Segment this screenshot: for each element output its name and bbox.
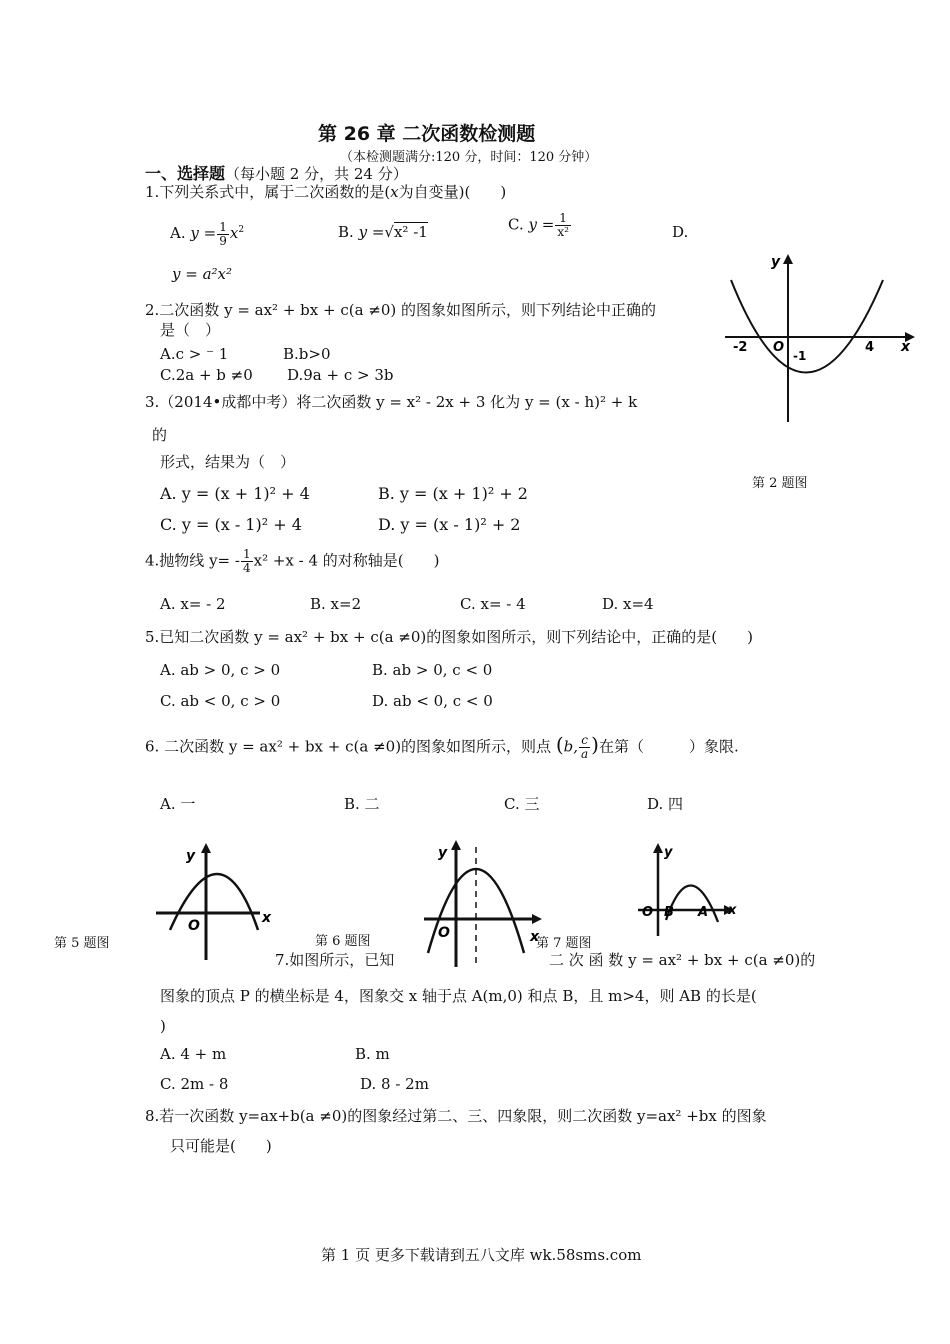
q7-stem-a: 7.如图所示，已知 [275, 951, 395, 969]
q1-b-label: B. [338, 223, 354, 241]
q5-option-c: C. ab < 0, c > 0 [160, 692, 281, 710]
q6-y-label: y [438, 845, 448, 861]
q2-minus2-label: -2 [733, 340, 748, 355]
q2-option-c: C.2a + b ≠0 [160, 366, 253, 384]
q4-stem-a: 4.抛物线 y= - [145, 551, 240, 570]
q7-figure [636, 838, 746, 938]
q7-option-b: B. m [355, 1045, 390, 1063]
q7-origin-label: O [642, 905, 654, 920]
q6-origin-label: O [438, 925, 450, 941]
q7-b-label: B [664, 905, 674, 920]
section-title: 一、选择题 [145, 164, 226, 183]
q3-option-c: C. y = (x - 1)² + 4 [160, 515, 302, 534]
q7-option-a: A. 4 + m [160, 1045, 227, 1063]
q6-option-c: C. 三 [504, 795, 540, 813]
q1-option-c: C. y = $\frac{1}{\text{x²}}$ [508, 211, 569, 239]
q6-frac: $\frac{c}{a}$ [581, 733, 589, 761]
q8-stem2: 只可能是( ) [170, 1137, 272, 1155]
q2-y-arrow [783, 254, 793, 264]
q2-parabola [731, 280, 883, 373]
q4-stem-b: x² +x - 4 的对称轴是( ) [253, 551, 440, 570]
q1-c-label: C. [508, 215, 524, 234]
q4-option-b: B. x=2 [310, 595, 362, 613]
q6-option-d: D. 四 [647, 795, 684, 813]
q3-stem3: 形式，结果为（ ） [160, 453, 296, 471]
q4-option-d: D. x=4 [602, 595, 654, 613]
q5-option-d: D. ab < 0, c < 0 [372, 692, 493, 710]
q1-c-frac: $\frac{1}{\text{x²}}$ [557, 211, 569, 239]
q6-point-b: b, [563, 737, 579, 756]
q3-stem2: 的 [152, 426, 168, 444]
q1-option-d: y = a²x² [172, 265, 233, 283]
q5-option-a: A. ab > 0, c > 0 [160, 661, 281, 679]
q3-option-b: B. y = (x + 1)² + 2 [378, 484, 528, 503]
q3-stem: 3.（2014•成都中考）将二次函数 y = x² - 2x + 3 化为 y = (x - h)² + k [145, 393, 638, 411]
q1-stem-text: 1.下列关系式中，属于二次函数的是( [145, 183, 391, 201]
q2-four-label: 4 [865, 340, 875, 355]
q5-x-label: x [262, 910, 272, 926]
q2-x-label: x [901, 339, 911, 355]
q1-a-frac: $\frac{1}{9}$ [219, 219, 227, 248]
q6-y-arrow [451, 840, 461, 850]
q2-stem2: 是（ ） [160, 321, 221, 339]
q6-fig-caption: 第 6 题图 [315, 934, 371, 949]
q2-figure [725, 250, 920, 425]
q1-option-d-label: D. [672, 223, 689, 241]
section-heading [145, 164, 408, 184]
q5-y-arrow [201, 843, 211, 853]
q7-option-c: C. 2m - 8 [160, 1075, 229, 1093]
q5-option-b: B. ab > 0, c < 0 [372, 661, 493, 679]
q6-x-arrow [532, 914, 542, 924]
q2-option-d: D.9a + c > 3b [287, 366, 394, 384]
q8-stem: 8.若一次函数 y=ax+b(a ≠0)的图象经过第二、三、四象限，则二次函数 y=ax² +bx 的图象 [145, 1107, 767, 1125]
q4-frac: $\frac{1}{4}$ [242, 547, 251, 575]
q6-figure [420, 835, 555, 970]
section-note: （每小题 2 分，共 24 分） [225, 165, 408, 183]
q3-option-a: A. y = (x + 1)² + 4 [160, 484, 310, 503]
page-subtitle: （本检测题满分:120 分，时间：120 分钟） [340, 150, 598, 165]
page-title: 第 26 章 二次函数检测题 [318, 123, 536, 145]
q6-stem-a: 6. 二次函数 y = ax² + bx + c(a ≠0)的图象如图所示，则点 [145, 737, 552, 756]
q7-stem3: ) [160, 1017, 166, 1035]
q4-option-c: C. x= - 4 [460, 595, 526, 613]
q1-option-a: A. y = $\frac{1}{9}$ $x^2$ [170, 219, 245, 248]
q7-stem2: 图象的顶点 P 的横坐标是 4，图象交 x 轴于点 A(m,0) 和点 B，且 m>4，则 AB 的长是( [160, 987, 757, 1005]
q7-fig-caption: 第 7 题图 [536, 936, 592, 951]
q5-y-label: y [186, 848, 196, 864]
q5-stem: 5.已知二次函数 y = ax² + bx + c(a ≠0)的图象如图所示，则下列结论中，正确的是( ) [145, 628, 753, 646]
q5-figure [150, 838, 285, 963]
q7-y-label: y [664, 845, 673, 860]
q7-x-label: x [728, 903, 737, 918]
q2-option-b: B.b>0 [283, 345, 331, 363]
q2-y-label: y [771, 254, 781, 270]
q5-origin-label: O [188, 918, 200, 934]
q6-stem-b: 在第（ ）象限. [598, 737, 739, 756]
q2-fig-caption: 第 2 题图 [752, 476, 808, 491]
q7-stem-b: 二 次 函 数 y = ax² + bx + c(a ≠0)的 [549, 951, 816, 969]
q4-option-a: A. x= - 2 [160, 595, 226, 613]
q1-stem-end: 为自变量)( ) [398, 183, 507, 201]
q7-y-arrow [653, 843, 663, 853]
q1-option-b: B. y =√x² -1 [338, 223, 428, 241]
q1-b-expr: x² -1 [393, 223, 428, 241]
q2-option-a: A.c > ⁻ 1 [160, 345, 229, 363]
q2-origin-label: O [773, 340, 785, 355]
q7-a-label: A [698, 905, 709, 920]
q6-x-label: x [530, 929, 540, 945]
q2-stem: 2.二次函数 y = ax² + bx + c(a ≠0) 的图象如图所示，则下列结论中正确的 [145, 301, 657, 319]
q4-stem [145, 548, 440, 575]
q2-minus1-label: -1 [793, 349, 807, 363]
q6-option-a: A. 一 [160, 795, 196, 813]
q6-option-b: B. 二 [344, 795, 380, 813]
q1-a-label: A. [170, 224, 186, 242]
q6-stem: 6. 二次函数 y = ax² + bx + c(a ≠0)的图象如图所示，则点 (b, $\frac{c}{a}$ )在第（ ）象限. [145, 732, 739, 761]
q3-option-d: D. y = (x - 1)² + 2 [378, 515, 521, 534]
q1-var: x [390, 183, 399, 201]
q7-option-d: D. 8 - 2m [360, 1075, 429, 1093]
page-footer: 第 1 页 更多下载请到五八文库 wk.58sms.com [321, 1246, 642, 1264]
q1-stem [145, 182, 506, 202]
q5-parabola [170, 874, 258, 930]
q5-fig-caption: 第 5 题图 [54, 936, 110, 951]
